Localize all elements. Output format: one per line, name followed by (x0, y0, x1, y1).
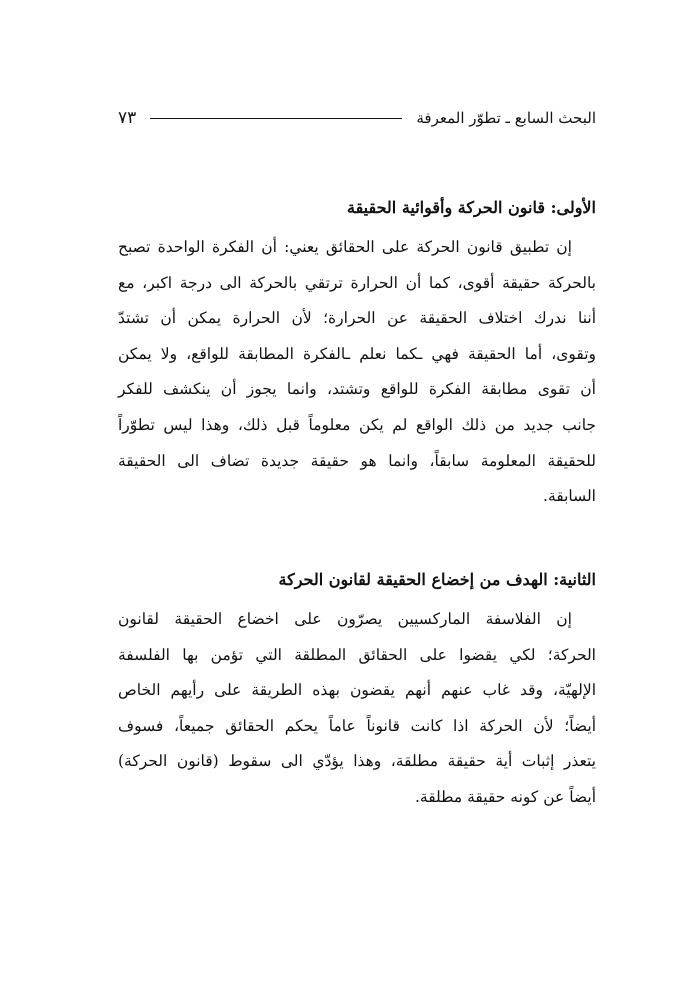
header-rule (150, 118, 402, 119)
paragraph-line: السابقة. (543, 487, 596, 506)
paragraph-line: جانب جديد من ذلك الواقع لم يكن معلوماً قبل ذلك، وهذا ليس تطوّراً (118, 415, 596, 434)
paragraph-line: أن تقوى مطابقة الفكرة للواقع وتشتد، وانما يجوز أن ينكشف للفكر (118, 380, 596, 399)
page-number: ٧٣ (118, 108, 137, 128)
paragraph-1 (118, 230, 596, 515)
paragraph-2 (118, 602, 596, 816)
paragraph-line: وتقوى، أما الحقيقة فهي ـكما نعلم ـالفكرة المطابقة للواقع، ولا يمكن (118, 344, 596, 363)
paragraph-line: للحقيقة المعلومة سابقاً، وانما هو حقيقة جديدة تضاف الى الحقيقة (118, 451, 596, 470)
section-title-1: الأولى: قانون الحركة وأقوائية الحقيقة (347, 198, 596, 217)
section-title-2: الثانية: الهدف من إخضاع الحقيقة لقانون الحركة (278, 570, 596, 589)
chapter-title: البحث السابع ـ تطوّر المعرفة (416, 109, 596, 127)
running-header (118, 103, 596, 133)
paragraph-line: الإلهيّة، وقد غاب عنهم أنهم يقضون بهذه الطريقة على رأيهم الخاص (118, 681, 596, 700)
paragraph-line: إن تطبيق قانون الحركة على الحقائق يعني: أن الفكرة الواحدة تصبح (118, 238, 572, 256)
paragraph-line: يتعذر إثبات أية حقيقة مطلقة، وهذا يؤدّي الى سقوط (قانون الحركة) (118, 752, 596, 771)
paragraph-line: أننا ندرك اختلاف الحقيقة عن الحرارة؛ لأن الحرارة يمكن أن تشتدّ (118, 309, 596, 328)
paragraph-line: إن الفلاسفة الماركسيين يصرّون على اخضاع الحقيقة لقانون (118, 610, 572, 628)
paragraph-line: أيضاً عن كونه حقيقة مطلقة. (414, 787, 596, 806)
paragraph-line: بالحركة حقيقة أقوى، كما أن الحرارة ترتقي بالحركة الى درجة اكبر، مع (118, 273, 596, 292)
paragraph-line: أيضاً؛ لأن الحركة اذا كانت قانوناً عاماً يحكم الحقائق جميعاً، فسوف (118, 716, 596, 735)
paragraph-line: الحركة؛ لكي يقضوا على الحقائق المطلقة التي تؤمن بها الفلسفة (118, 645, 596, 664)
